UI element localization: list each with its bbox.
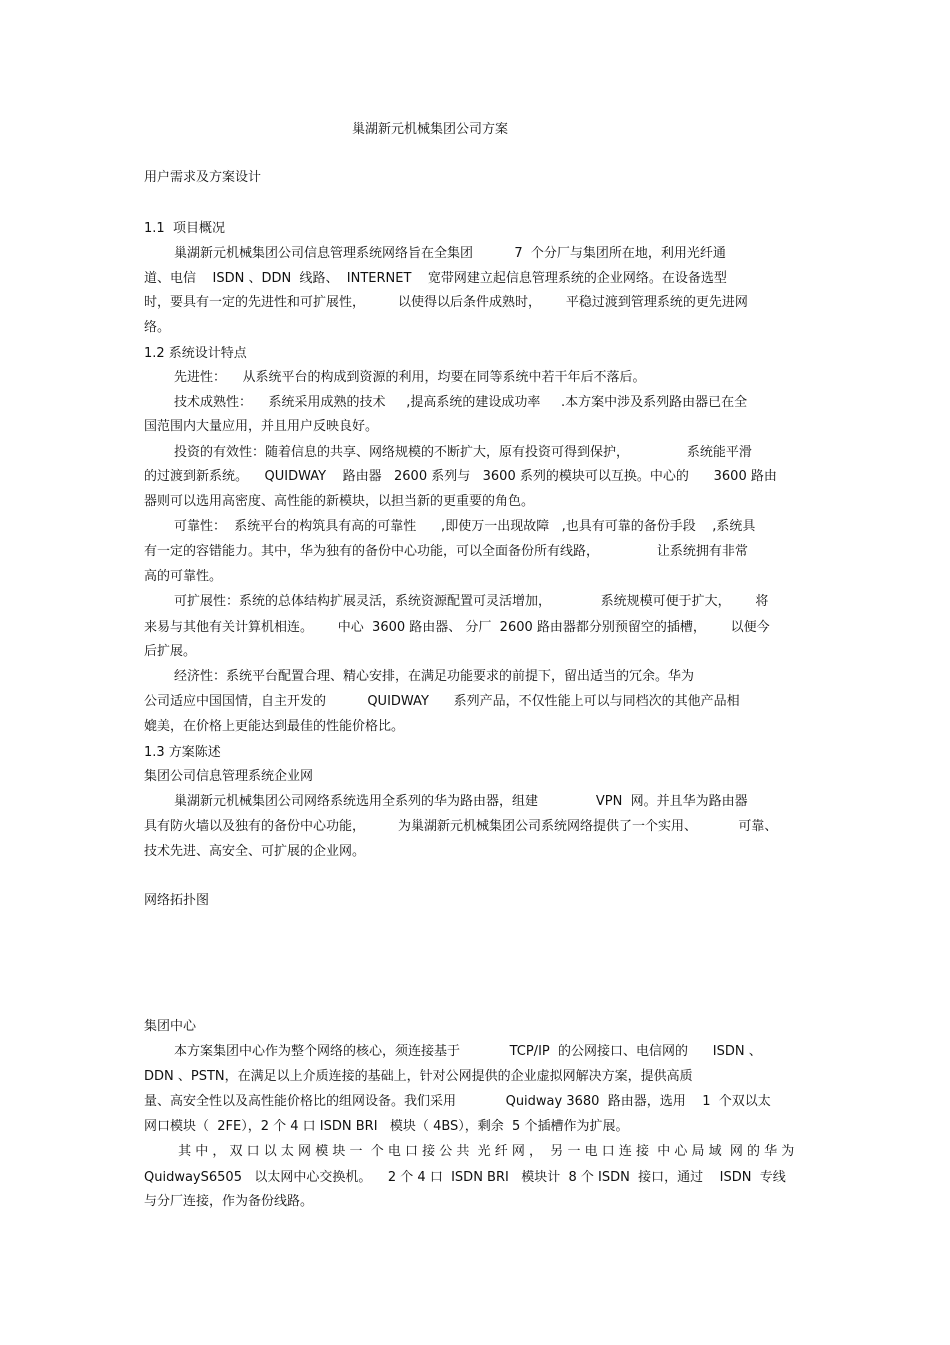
paragraph-line: 后扩展。: [144, 644, 197, 659]
paragraph-line: 媲美，在价格上更能达到最佳的性能价格比。: [144, 719, 405, 734]
paragraph-line: 公司适应中国国情，自主开发的 QUIDWAY 系列产品，不仅性能上可以与同档次的其他产品相: [144, 694, 740, 709]
doc-title: 巢湖新元机械集团公司方案: [352, 122, 509, 137]
paragraph-line: 技术先进、高安全、可扩展的企业网。: [144, 844, 366, 859]
paragraph-line: 巢湖新元机械集团公司网络系统选用全系列的华为路由器，组建 VPN 网。并且华为路由器: [174, 794, 748, 809]
paragraph-line: 的过渡到新系统。 QUIDWAY 路由器 2600 系列与 3600 系列的模块可以互换。中心的 3600 路由: [144, 469, 777, 484]
paragraph-line: 本方案集团中心作为整个网络的核心，须连接基于 TCP/IP 的公网接口、电信网的 ISDN 、: [174, 1044, 762, 1059]
paragraph-line: 与分厂连接，作为备份线路。: [144, 1194, 314, 1209]
paragraph-line: 经济性：系统平台配置合理、精心安排，在满足功能要求的前提下，留出适当的冗余。华为: [174, 669, 695, 684]
paragraph-line: 高的可靠性。: [144, 569, 223, 584]
paragraph-line: QuidwayS6505 以太网中心交换机。 2 个 4 口 ISDN BRI 模块计 8 个 ISDN 接口，通过 ISDN 专线: [144, 1170, 786, 1185]
paragraph-line: 有一定的容错能力。其中，华为独有的备份中心功能，可以全面备份所有线路， 让系统拥有非常: [144, 544, 748, 559]
subsection-heading: 1.2 系统设计特点: [144, 346, 247, 361]
paragraph-line: 器则可以选用高密度、高性能的新模块，以担当新的更重要的角色。: [144, 494, 535, 509]
paragraph-line: 具有防火墙以及独有的备份中心功能， 为巢湖新元机械集团公司系统网络提供了一个实用、 可靠、: [144, 819, 778, 834]
paragraph-line: 来易与其他有关计算机相连。 中心 3600 路由器、 分厂 2600 路由器都分别预留空的插槽， 以便今: [144, 620, 770, 635]
subsection-heading: 1.1 项目概况: [144, 221, 225, 236]
paragraph-line: 巢湖新元机械集团公司信息管理系统网络旨在全集团 7 个分厂与集团所在地，利用光纤通: [174, 246, 726, 261]
subsection-heading: 1.3 方案陈述: [144, 745, 221, 760]
center-heading: 集团中心: [144, 1019, 197, 1034]
paragraph-line: 可靠性： 系统平台的构筑具有高的可靠性 ,即使万一出现故障 ,也具有可靠的备份手段 ,系统具: [174, 519, 756, 534]
paragraph-line: 其 中 ， 双 口 以 太 网 模 块 一 个 电 口 接 公 共 光 纤 网 ， 另 一 电 口 连 接 中 心 局 域 网 的 华 为: [174, 1144, 795, 1159]
paragraph-line: 道、电信 ISDN 、DDN 线路、 INTERNET 宽带网建立起信息管理系统的企业网络。在设备选型: [144, 271, 727, 286]
topology-heading: 网络拓扑图: [144, 893, 210, 908]
paragraph-line: 量、高安全性以及高性能价格比的组网设备。我们采用 Quidway 3680 路由器，选用 1 个双以太: [144, 1094, 771, 1109]
paragraph-line: 先进性： 从系统平台的构成到资源的利用，均要在同等系统中若干年后不落后。: [174, 370, 646, 385]
paragraph-line: 集团公司信息管理系统企业网: [144, 769, 314, 784]
paragraph-line: 时，要具有一定的先进性和可扩展性， 以使得以后条件成熟时， 平稳过渡到管理系统的更先进网: [144, 295, 748, 310]
paragraph-line: 投资的有效性：随着信息的共享、网络规模的不断扩大，原有投资可得到保护， 系统能平滑: [174, 445, 752, 460]
paragraph-line: 网口模块（ 2FE），2 个 4 口 ISDN BRI 模块（ 4BS），剩余 5 个插槽作为扩展。: [144, 1119, 629, 1134]
paragraph-line: 络。: [144, 320, 171, 335]
section-heading: 用户需求及方案设计: [144, 170, 262, 185]
paragraph-line: 技术成熟性： 系统采用成熟的技术 ,提高系统的建设成功率 .本方案中涉及系列路由器已在全: [174, 395, 748, 410]
paragraph-line: DDN 、PSTN，在满足以上介质连接的基础上，针对公网提供的企业虚拟网解决方案，提供高质: [144, 1069, 693, 1084]
paragraph-line: 可扩展性：系统的总体结构扩展灵活，系统资源配置可灵活增加， 系统规模可便于扩大， 将: [174, 594, 769, 609]
paragraph-line: 国范围内大量应用，并且用户反映良好。: [144, 419, 379, 434]
